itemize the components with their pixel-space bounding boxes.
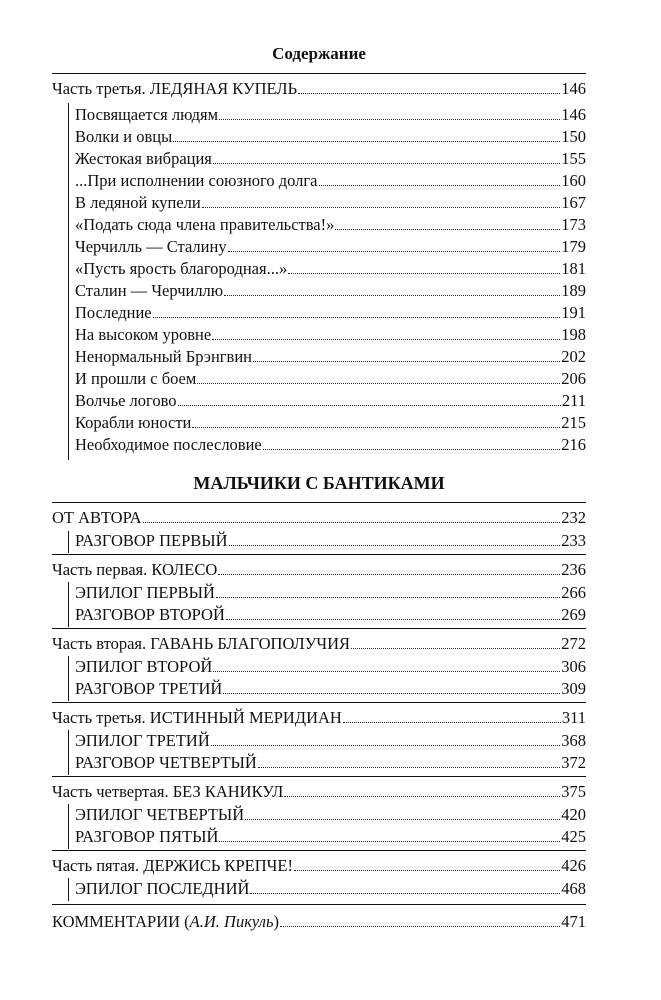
toc-entry [75, 215, 586, 235]
toc-page: 206 [561, 369, 586, 388]
toc-title: Посвящается людям [75, 105, 219, 124]
dot-leader [288, 273, 560, 274]
comments-close: ) [273, 912, 279, 931]
toc-title: РАЗГОВОР ТРЕТИЙ [75, 679, 223, 698]
toc-page: 179 [561, 237, 586, 256]
section-divider [52, 776, 586, 777]
toc-title: Последние [75, 303, 152, 322]
toc-entry [52, 508, 586, 528]
toc-page: 306 [561, 657, 586, 676]
toc-title: РАЗГОВОР ПЕРВЫЙ [75, 531, 228, 550]
toc-title: РАЗГОВОР ВТОРОЙ [75, 605, 225, 624]
dot-leader [298, 93, 560, 94]
dot-leader [223, 693, 560, 694]
indent-bar [68, 878, 69, 901]
toc-entry [75, 605, 586, 625]
toc-page: 232 [561, 508, 586, 527]
book-title-heading: МАЛЬЧИКИ С БАНТИКАМИ [193, 473, 445, 493]
dot-leader [211, 745, 561, 746]
section-divider [52, 73, 586, 74]
toc-title: ЭПИЛОГ ПЕРВЫЙ [75, 583, 215, 602]
toc-title: Сталин — Черчиллю [75, 281, 224, 300]
toc-title: Волчье логово [75, 391, 177, 410]
toc-page: 160 [561, 171, 586, 190]
indent-bar [68, 582, 69, 627]
toc-title: Волки и овцы [75, 127, 173, 146]
toc-title: Ненормальный Брэнгвин [75, 347, 253, 366]
toc-title: На высоком уровне [75, 325, 212, 344]
toc-entry [75, 879, 586, 899]
toc-page: 471 [561, 912, 586, 931]
toc-page: 309 [561, 679, 586, 698]
dot-leader [218, 574, 560, 575]
toc-title: Часть первая. КОЛЕСО [52, 560, 218, 579]
dot-leader [202, 207, 561, 208]
section-divider [52, 850, 586, 851]
toc-page: 368 [561, 731, 586, 750]
toc-page: 150 [561, 127, 586, 146]
toc-entry [75, 391, 586, 411]
dot-leader [219, 119, 560, 120]
toc-page: 181 [561, 259, 586, 278]
toc-entry [75, 281, 586, 301]
toc-title: ЭПИЛОГ ВТОРОЙ [75, 657, 213, 676]
section-divider [52, 904, 586, 905]
indent-bar [68, 531, 69, 553]
toc-page: 216 [561, 435, 586, 454]
toc-page: 198 [561, 325, 586, 344]
toc-title: ОТ АВТОРА [52, 508, 142, 527]
toc-page: 266 [561, 583, 586, 602]
toc-title: Часть пятая. ДЕРЖИСЬ КРЕПЧЕ! [52, 856, 293, 875]
dot-leader [216, 597, 560, 598]
dot-leader [294, 870, 560, 871]
dot-leader [284, 796, 560, 797]
indent-bar [68, 804, 69, 849]
comments-author: А.И. Пикуль [189, 912, 274, 931]
toc-entry [52, 782, 586, 802]
toc-title: Черчилль — Сталину [75, 237, 227, 256]
dot-leader [229, 545, 561, 546]
toc-page: 202 [561, 347, 586, 366]
toc-entry [75, 193, 586, 213]
toc-page: 272 [561, 634, 586, 653]
dot-leader [224, 295, 560, 296]
toc-entry [75, 731, 586, 751]
toc-entry [75, 369, 586, 389]
toc-title: И прошли с боем [75, 369, 197, 388]
dot-leader [319, 185, 561, 186]
toc-entry [75, 303, 586, 323]
toc-page: 233 [561, 531, 586, 550]
toc-entry [75, 171, 586, 191]
toc-entry [52, 79, 586, 99]
dot-leader [213, 671, 560, 672]
dot-leader [212, 339, 560, 340]
dot-leader [197, 383, 560, 384]
toc-page: 420 [561, 805, 586, 824]
toc-entry [75, 805, 586, 825]
dot-leader [228, 251, 561, 252]
contents-heading: Содержание [272, 44, 366, 63]
dot-leader [343, 722, 561, 723]
toc-page: 173 [561, 215, 586, 234]
toc-page: 426 [561, 856, 586, 875]
toc-entry [75, 347, 586, 367]
dot-leader [280, 926, 560, 927]
comments-label: КОММЕНТАРИИ ( [52, 912, 190, 931]
dot-leader [213, 163, 560, 164]
toc-entry [52, 708, 586, 728]
toc-title: ЭПИЛОГ ЧЕТВЕРТЫЙ [75, 805, 245, 824]
section-divider [52, 554, 586, 555]
toc-title: ЭПИЛОГ ТРЕТИЙ [75, 731, 210, 750]
toc-entry [75, 127, 586, 147]
toc-page: 211 [561, 391, 586, 410]
dot-leader [178, 405, 561, 406]
dot-leader [153, 317, 561, 318]
dot-leader [250, 893, 560, 894]
dot-leader [253, 361, 560, 362]
toc-page: 236 [561, 560, 586, 579]
toc-title: В ледяной купели [75, 193, 201, 212]
toc-entry [75, 583, 586, 603]
toc-page: 311 [561, 708, 586, 727]
indent-bar [68, 656, 69, 701]
toc-entry [75, 237, 586, 257]
toc-entry [75, 259, 586, 279]
toc-title: Часть четвертая. БЕЗ КАНИКУЛ [52, 782, 284, 801]
toc-entry [52, 560, 586, 580]
toc-title: «Подать сюда члена правительства!» [75, 215, 335, 234]
toc-page: 155 [561, 149, 586, 168]
toc-page: 375 [561, 782, 586, 801]
section-divider [52, 702, 586, 703]
dot-leader [351, 648, 560, 649]
toc-title: Корабли юности [75, 413, 192, 432]
toc-entry [75, 435, 586, 455]
toc-page: 191 [561, 303, 586, 322]
toc-entry [75, 531, 586, 551]
toc-title: ...При исполнении союзного долга [75, 171, 318, 190]
toc-title: Часть третья. ИСТИННЫЙ МЕРИДИАН [52, 708, 342, 727]
indent-bar [68, 103, 69, 460]
toc-entry [75, 679, 586, 699]
dot-leader [192, 427, 560, 428]
toc-title [52, 912, 279, 932]
toc-title: Часть третья. ЛЕДЯНАЯ КУПЕЛЬ [52, 79, 298, 98]
section-divider [52, 628, 586, 629]
toc-page: 167 [561, 193, 586, 212]
section-divider [52, 502, 586, 503]
toc-page: 215 [561, 413, 586, 432]
toc-page: 425 [561, 827, 586, 846]
toc-title: Необходимое послесловие [75, 435, 262, 454]
dot-leader [258, 767, 560, 768]
toc-page: 189 [561, 281, 586, 300]
toc-page: 146 [561, 105, 586, 124]
toc-entry [75, 105, 586, 125]
dot-leader [173, 141, 560, 142]
toc-entry [75, 753, 586, 773]
toc-title: ЭПИЛОГ ПОСЛЕДНИЙ [75, 879, 250, 898]
toc-title: РАЗГОВОР ПЯТЫЙ [75, 827, 219, 846]
toc-title: Жестокая вибрация [75, 149, 212, 168]
dot-leader [226, 619, 560, 620]
indent-bar [68, 730, 69, 775]
toc-entry [52, 912, 586, 932]
toc-title: «Пусть ярость благородная...» [75, 259, 288, 278]
toc-entry [75, 149, 586, 169]
toc-page: 269 [561, 605, 586, 624]
toc-entry [75, 325, 586, 345]
toc-entry [75, 657, 586, 677]
toc-entry [75, 827, 586, 847]
dot-leader [335, 229, 560, 230]
toc-entry [52, 856, 586, 876]
toc-title: РАЗГОВОР ЧЕТВЕРТЫЙ [75, 753, 257, 772]
toc-page: 468 [561, 879, 586, 898]
dot-leader [143, 522, 561, 523]
toc-page: 372 [561, 753, 586, 772]
toc-entry [75, 413, 586, 433]
toc-page: 146 [561, 79, 586, 98]
toc-title: Часть вторая. ГАВАНЬ БЛАГОПОЛУЧИЯ [52, 634, 351, 653]
dot-leader [245, 819, 560, 820]
dot-leader [219, 841, 560, 842]
dot-leader [263, 449, 560, 450]
toc-entry [52, 634, 586, 654]
